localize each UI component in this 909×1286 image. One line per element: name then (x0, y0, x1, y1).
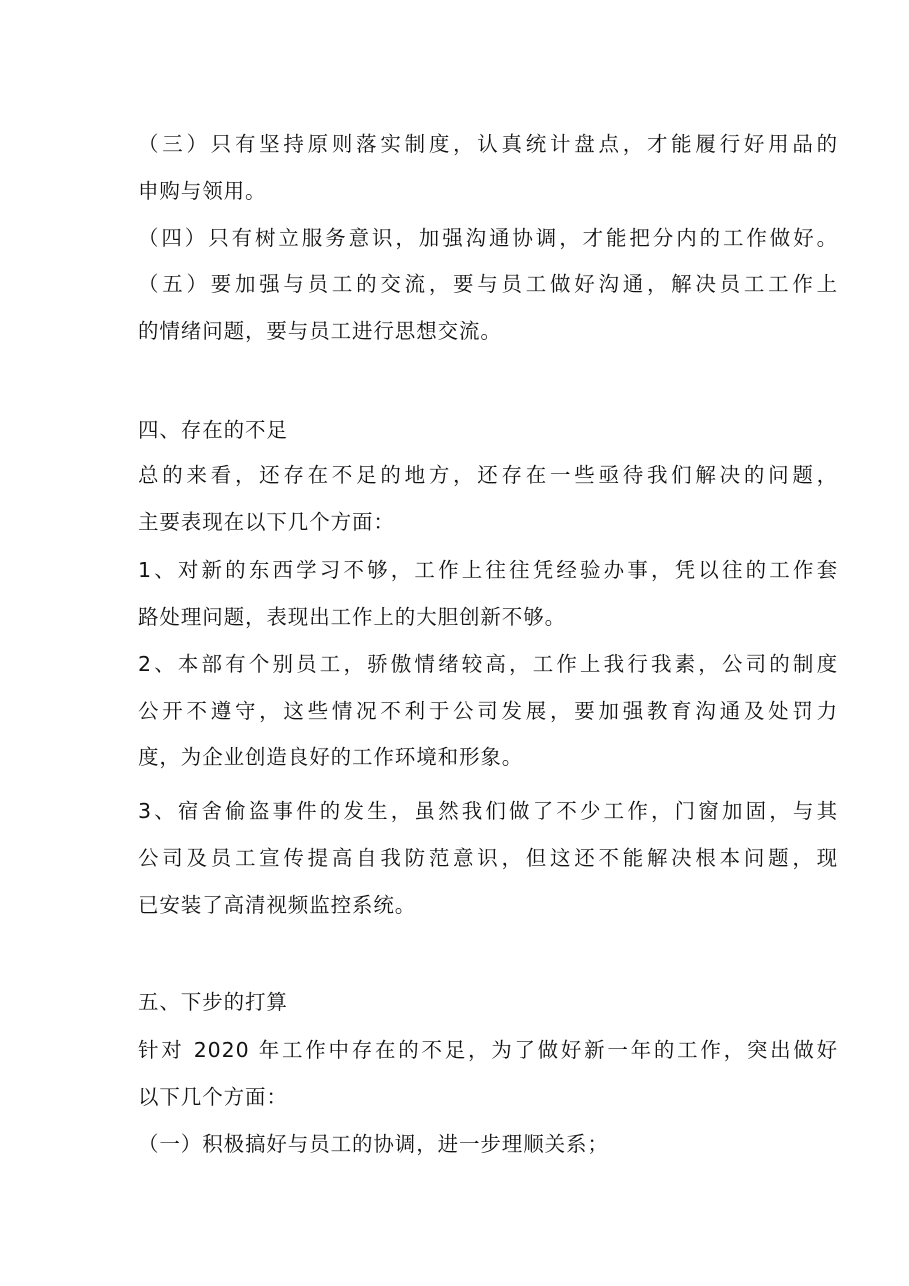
paragraph-line: 2、本部有个别员工，骄傲情绪较高，工作上我行我素，公司的制度 (138, 652, 838, 676)
paragraph-line: 度，为企业创造良好的工作环境和形象。 (138, 745, 524, 769)
paragraph-line: （四）只有树立服务意识，加强沟通协调，才能把分内的工作做好。 (138, 226, 838, 250)
paragraph-line: 3、宿舍偷盗事件的发生，虽然我们做了不少工作，门窗加固，与其 (138, 799, 838, 823)
paragraph-line: 公司及员工宣传提高自我防范意识，但这还不能解决根本问题，现 (138, 846, 838, 870)
paragraph-line: 的情绪问题，要与员工进行思想交流。 (138, 319, 502, 343)
paragraph-line: 申购与领用。 (138, 179, 267, 203)
paragraph-line: 针对 2020 年工作中存在的不足，为了做好新一年的工作，突出做好 (138, 1038, 838, 1062)
paragraph-line: （一）积极搞好与员工的协调，进一步理顺关系； (138, 1132, 609, 1156)
paragraph-line: 1、对新的东西学习不够，工作上往往凭经验办事，凭以往的工作套 (138, 558, 838, 582)
paragraph-line: 路处理问题，表现出工作上的大胆创新不够。 (138, 605, 566, 629)
section-heading: 五、下步的打算 (138, 990, 288, 1014)
paragraph-line: 主要表现在以下几个方面： (138, 510, 395, 534)
paragraph-line: 总的来看，还存在不足的地方，还存在一些亟待我们解决的问题， (138, 463, 838, 487)
paragraph-line: （五）要加强与员工的交流，要与员工做好沟通，解决员工工作上 (138, 272, 838, 296)
paragraph-line: 已安装了高清视频监控系统。 (138, 893, 417, 917)
paragraph-line: （三）只有坚持原则落实制度，认真统计盘点，才能履行好用品的 (138, 132, 838, 156)
section-heading: 四、存在的不足 (138, 418, 288, 442)
paragraph-line: 公开不遵守，这些情况不利于公司发展，要加强教育沟通及处罚力 (138, 699, 838, 723)
paragraph-line: 以下几个方面： (138, 1085, 288, 1109)
